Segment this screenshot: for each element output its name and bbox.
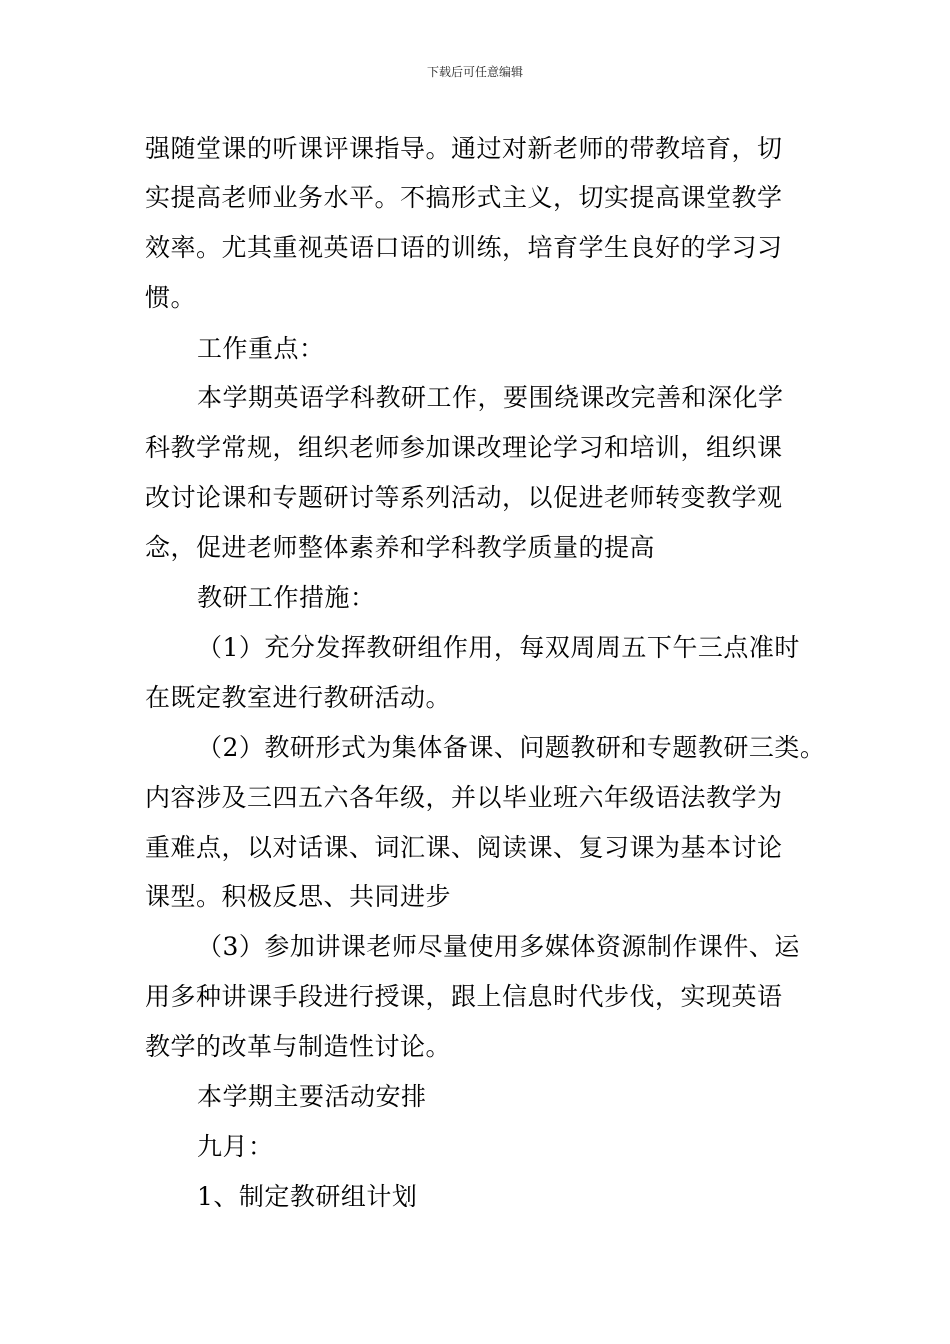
- body-line: 改讨论课和专题研讨等系列活动，以促进老师转变教学观: [145, 483, 783, 512]
- body-line: 内容涉及三四五六各年级，并以毕业班六年级语法教学为: [145, 783, 783, 812]
- section-heading: 本学期主要活动安排: [197, 1082, 427, 1111]
- body-line: 念，促进老师整体素养和学科教学质量的提高: [145, 533, 656, 562]
- body-line: 惯。: [145, 283, 197, 312]
- body-line: （3）参加讲课老师尽量使用多媒体资源制作课件、运: [197, 932, 800, 961]
- body-line: 本学期英语学科教研工作，要围绕课改完善和深化学: [197, 383, 784, 412]
- body-line: 用多种讲课手段进行授课，跟上信息时代步伐，实现英语: [145, 982, 783, 1011]
- section-heading: 工作重点：: [197, 334, 325, 363]
- month-heading: 九月：: [197, 1132, 274, 1161]
- body-line: 教学的改革与制造性讨论。: [145, 1032, 452, 1061]
- body-line: 强随堂课的听课评课指导。通过对新老师的带教培育，切: [145, 134, 783, 163]
- body-line: （1）充分发挥教研组作用，每双周周五下午三点准时: [197, 633, 800, 662]
- body-line: 科教学常规，组织老师参加课改理论学习和培训，组织课: [145, 433, 783, 462]
- body-line: 实提高老师业务水平。不搞形式主义，切实提高课堂教学: [145, 183, 783, 212]
- page-header: 下载后可任意编辑: [426, 65, 523, 79]
- section-heading: 教研工作措施：: [197, 583, 376, 612]
- body-line: 效率。尤其重视英语口语的训练，培育学生良好的学习习: [145, 233, 783, 262]
- body-line: 在既定教室进行教研活动。: [145, 683, 452, 712]
- body-line: 重难点，以对话课、词汇课、阅读课、复习课为基本讨论: [145, 833, 783, 862]
- body-line: （2）教研形式为集体备课、问题教研和专题教研三类。: [197, 733, 826, 762]
- list-item: 1、制定教研组计划: [197, 1182, 418, 1211]
- body-line: 课型。积极反思、共同进步: [145, 882, 452, 911]
